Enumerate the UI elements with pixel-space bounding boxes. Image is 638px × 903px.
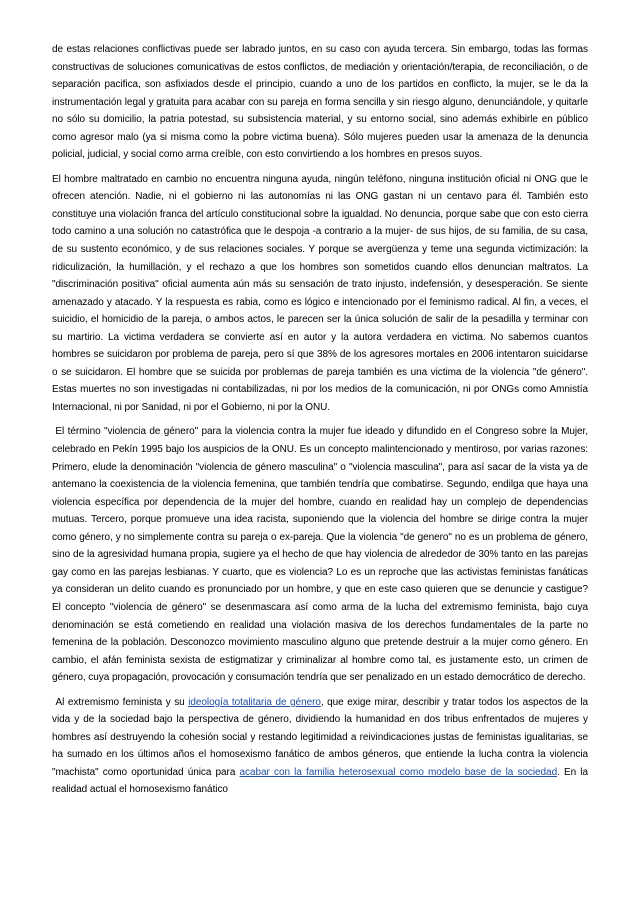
- link-ideologia-totalitaria[interactable]: ideología totalitaria de género: [188, 696, 321, 708]
- paragraph-2: El hombre maltratado en cambio no encuentra ninguna ayuda, ningún teléfono, ninguna institución oficial ni ONG que le ofrecen atención. Nadie, ni el gobierno ni las autonomías ni las ONG gastan ni un centavo para él. También esto constituye una violación franca del artículo constitucional sobre la igualdad. No denuncia, porque sabe que con esto cierra todo camino a una solución no catastrófica que le despoja -a contrario a la mujer- de sus hijos, de su familia, de su casa, de su sustento económico, y de sus relaciones sociales. Y porque se avergüenza y teme una segunda victimización: la ridiculización, la humillación, y el rechazo a que los hombres son sometidos cuando ellos denuncian maltratos. La "discriminación positiva" oficial aumenta aún más su sensación de trato injusto, indefensión, y desesperación. Se siente amenazado y atacado. Y la respuesta es rabia, como es lógico e intencionado por el feminismo radical. Al fin, a veces, el suicidio, el homicidio de la pareja, o ambos actos, le parecen ser la única solución de salir de la pesadilla y terminar con su martirio. La victima verdadera se convierte así en autor y la autora verdadera en victima. No sabemos cuantos hombres se suicidaron por problema de pareja, pero sí que 38% de los agresores mortales en 2006 intentaron suicidarse o se suicidaron. El hombre que se suicida por problemas de pareja también es una victima de la violencia "de género". Estas muertes no son investigadas ni contabilizadas, ni por los medios de la comunicación, ni por ONGs como Amnistía Internacional, ni por Sanidad, ni por el Gobierno, ni por la ONU.: [52, 173, 588, 413]
- paragraph-4-text-end: . En la realidad actual el homosexismo fanático: [52, 766, 588, 796]
- paragraph-1: de estas relaciones conflictivas puede ser labrado juntos, en su caso con ayuda tercera. Sin embargo, todas las formas constructivas de soluciones comunicativas de estos conflictos, de mediación y orientación/terapia, de reconciliación, o de separación pacifica, son asfixiados desde el principio, cuando a uno de los partidos en conflicto, la mujer, se le da la instrumentación legal y gratuita para acabar con su pareja en forma sencilla y sin riesgo alguno, denunciándole, y quitarle no sólo su domicilio, la patria potestad, su subsistencia material, y su entorno social, sino además exhibirle en público como agresor malo (ya si misma como la pobre victima buena). Sólo mujeres pueden usar la amenaza de la denuncia policial, judicial, y social como arma creíble, con esto convirtiendo a los hombres en presos suyos.: [52, 44, 588, 161]
- paragraph-4: [52, 694, 588, 799]
- link-acabar-con-la-familia[interactable]: acabar con la familia heterosexual como modelo base de la sociedad: [239, 766, 558, 778]
- paragraph-3: El término "violencia de género" para la violencia contra la mujer fue ideado y difundido en el Congreso sobre la Mujer, celebrado en Pekín 1995 bajo los auspicios de la ONU. Es un concepto malintencionado y mentiroso, por varias razones: Primero, elude la denominación "violencia de género masculina" o "violencia masculina", para así sacar de la vista ya de antemano la coexistencia de la violencia femenina, que también tendría que combatirse. Segundo, endilga que haya una violencia específica por dependencia de la mujer del hombre, cuando en realidad hay un complejo de dependencias mutuas. Tercero, porque promueve una idea racista, suponiendo que la violencia del hombre se dirige contra la mujer como género, y no simplemente contra su pareja o ex-pareja. Que la violencia "de genero" no es un problema de género, sino de la agresividad humana propia, sugiere ya el hecho de que hay violencia de alrededor de 30% tanto en las parejas gay como en las parejas lesbianas. Y cuarto, que es violencia? Lo es un reproche que las activistas feministas fanáticas ya consideran un delito cuando es pronunciado por un hombre, y que en este caso quieren que se denuncie y castigue? El concepto "violencia de género" se desenmascara así como arma de la lucha del extremismo feminista, bajo cuya denominación se está cometiendo en realidad una violación masiva de los derechos fundamentales de la parte no femenina de la población. Desconozco movimiento masculino alguno que pretende destruir a la mujer como género. En cambio, el afán feminista sexista de estigmatizar y criminalizar al hombre como tal, es justamente esto, un crimen de género, cuya propagación, provocación y consumación tendría que ser penalizado en un estado democrático de derecho.: [52, 426, 588, 684]
- paragraph-4-text-start: Al extremismo feminista y su: [55, 696, 189, 708]
- paragraph-4-text-middle: , que exige mirar, describir y tratar todos los aspectos de la vida y de la sociedad bajo la perspectiva de género, dividiendo la humanidad en dos tribus enfrentados de mujeres y hombres así destruyendo la cohesión social y restando legitimidad a reivindicaciones justas de feministas igualitarias, se ha sumado en los últimos años el homosexismo fanático de ambos géneros, que entiende la lucha contra la violencia "machista" como oportunidad única para: [52, 696, 588, 778]
- document-page: [52, 41, 588, 806]
